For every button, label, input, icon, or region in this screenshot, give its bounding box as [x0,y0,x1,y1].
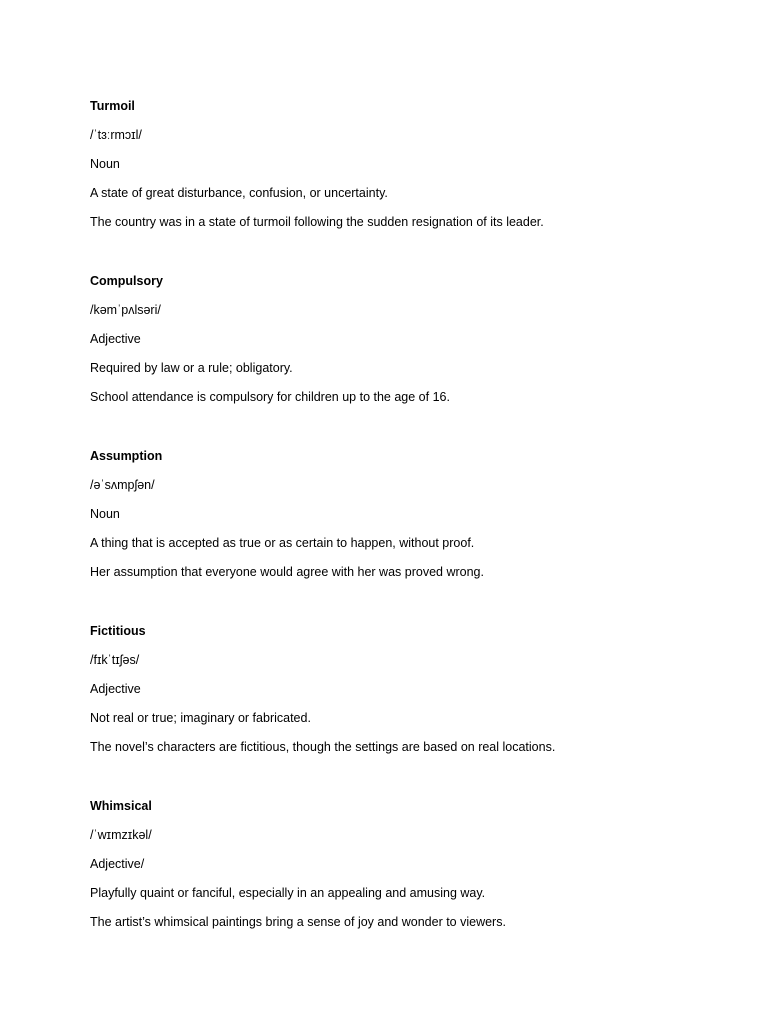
entry-word: Whimsical [90,799,152,813]
entry-part-of-speech: Noun [90,157,120,171]
entry-pronunciation: /əˈsʌmpʃən/ [90,478,155,492]
entry-definition: A state of great disturbance, confusion, or uncertainty. [90,186,388,200]
vocabulary-entry [90,92,730,237]
entry-pronunciation: /fɪkˈtɪʃəs/ [90,653,140,667]
entry-definition: Required by law or a rule; obligatory. [90,361,293,375]
entry-part-of-speech: Adjective [90,682,141,696]
entry-example: The novel’s characters are fictitious, though the settings are based on real locations. [90,740,556,754]
entry-example: School attendance is compulsory for children up to the age of 16. [90,390,450,404]
vocabulary-entry [90,442,730,587]
entry-part-of-speech: Adjective [90,332,141,346]
entry-word: Assumption [90,449,163,463]
vocabulary-entry [90,792,730,937]
entry-word: Compulsory [90,274,163,288]
entry-example: The country was in a state of turmoil following the sudden resignation of its leader. [90,215,544,229]
entry-example: Her assumption that everyone would agree with her was proved wrong. [90,565,484,579]
entry-word: Turmoil [90,99,135,113]
entry-definition: Not real or true; imaginary or fabricated. [90,711,311,725]
entry-pronunciation: /kəmˈpʌlsəri/ [90,303,161,317]
entry-pronunciation: /ˈwɪmzɪkəl/ [90,828,152,842]
entry-definition: A thing that is accepted as true or as certain to happen, without proof. [90,536,475,550]
vocabulary-entry [90,617,730,762]
vocabulary-list [90,92,730,967]
entry-part-of-speech: Noun [90,507,120,521]
vocabulary-entry [90,267,730,412]
entry-example: The artist’s whimsical paintings bring a sense of joy and wonder to viewers. [90,915,506,929]
entry-pronunciation: /ˈtɜːrmɔɪl/ [90,128,142,142]
entry-definition: Playfully quaint or fanciful, especially in an appealing and amusing way. [90,886,486,900]
entry-part-of-speech: Adjective/ [90,857,145,871]
entry-word: Fictitious [90,624,146,638]
